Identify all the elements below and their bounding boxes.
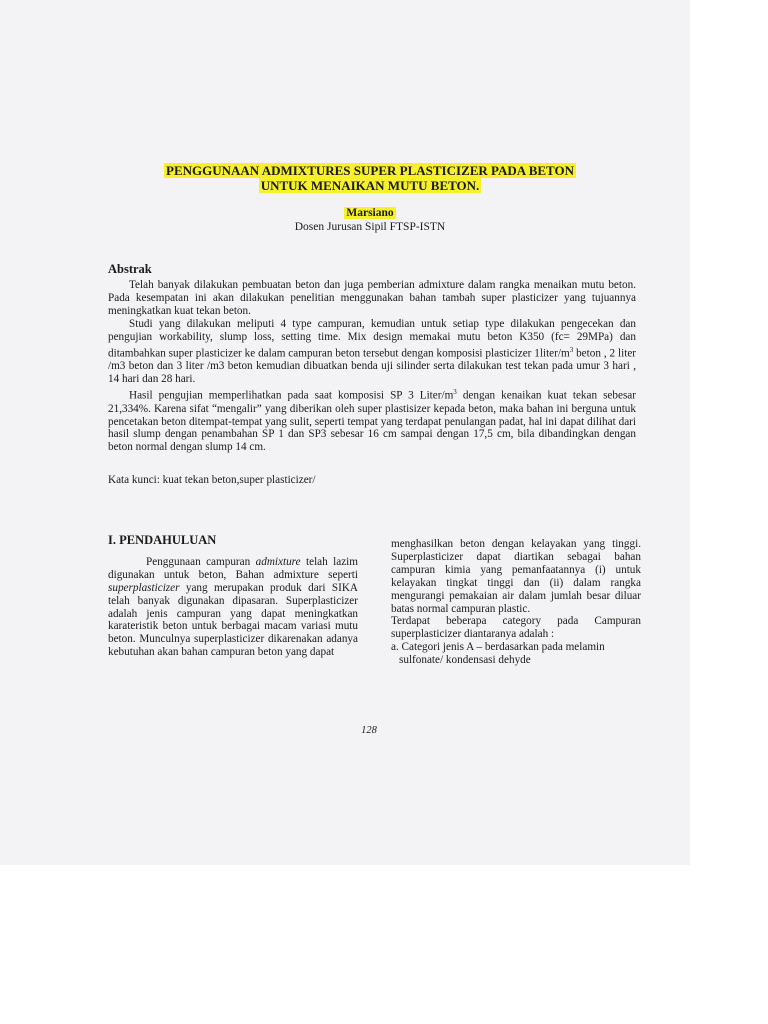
abstract-heading: Abstrak [108, 262, 152, 276]
author-name [0, 207, 740, 219]
intro-italic-superplasticizer: superplasticizer [108, 581, 180, 594]
right-paragraph-1: menghasilkan beton dengan kelayakan yang tinggi. Superplasticizer dapat diartikan sebagai bahan campuran kimia yang pemanfaatannya (i) untuk kelayakan tingkat tinggi dan (ii) dalam rangka mengurangi pemakaian air dalam jumlah besar diluar batas normal campuran plastic. [391, 538, 641, 615]
abstract-paragraph-1: Telah banyak dilakukan pembuatan beton dan juga pemberian admixture dalam rangka menaikan mutu beton. Pada kesempatan ini akan dilakukan penelitian menggunakan bahan tambah super plasticizer yang tujuannya meningkatkan kuat tekan beton. [108, 279, 636, 317]
page-number: 128 [361, 725, 377, 736]
right-column [391, 538, 641, 667]
intro-text-a: Penggunaan campuran [146, 555, 256, 568]
intro-italic-admixture: admixture [255, 555, 301, 568]
title-line-1: PENGGUNAAN ADMIXTURES SUPER PLASTICIZER PADA BETON [166, 163, 574, 178]
abstract-p3-superscript: 3 [453, 387, 457, 396]
intro-text-c: yang merupakan produk dari SIKA telah banyak digunakan dipasaran. Superplasticizer adalah jenis campuran yang dapat meningkatkan karateristik beton untuk berbagai macam variasi mutu beton. Munculnya superplasticizer dikarenakan adanya kebutuhan akan bahan campuran beton yang dapat [108, 581, 358, 659]
title-line-2: UNTUK MENAIKAN MUTU BETON. [260, 178, 480, 193]
abstract-paragraph-3 [108, 386, 636, 454]
author-affiliation: Dosen Jurusan Sipil FTSP-ISTN [294, 221, 446, 233]
author-highlight: Marsiano [346, 207, 394, 219]
abstract-body [108, 279, 636, 454]
abstract-paragraph-2 [108, 318, 636, 386]
list-item-a: a. Categori jenis A – berdasarkan pada melamin sulfonate/ kondensasi dehyde [391, 641, 605, 667]
keywords: Kata kunci: kuat tekan beton,super plasticizer/ [108, 474, 316, 486]
paper-title [150, 163, 590, 193]
right-paragraph-2: Terdapat beberapa category pada Campuran superplasticizer diantaranya adalah : [391, 615, 641, 641]
intro-text-b: telah lazim digunakan untuk beton, Bahan admixture seperti [108, 555, 358, 581]
section-heading-pendahuluan: I. PENDAHULUAN [108, 533, 217, 547]
abstract-p2-text-a: Studi yang dilakukan meliputi 4 type campuran, kemudian untuk setiap type dilakukan pengecekan dan pengujian workability, slump loss, setting time. Mix design memakai mutu beton K350 (fc= 29MPa) dan ditambahkan super plasticizer ke dalam campuran beton tersebut dengan komposisi plasticizer 1liter/m [108, 317, 636, 360]
intro-paragraph [108, 556, 358, 659]
left-column [108, 534, 358, 659]
abstract-p3-text-a: Hasil pengujian memperlihatkan pada saat komposisi SP 3 Liter/m [129, 389, 454, 402]
abstract-p2-superscript: 3 [569, 345, 574, 354]
page-margin [690, 0, 768, 1024]
abstract-p2-text-b: beton , 2 liter /m3 beton dan 3 liter /m3 beton kemudian dibuatkan benda uji silinder serta dilakukan test tekan pada umur 3 hari , 14 hari dan 28 hari. [108, 347, 637, 386]
abstract-p3-text-b: dengan kenaikan kuat tekan sebesar 21,334%. Karena sifat “mengalir” yang diberikan oleh super plastisizer kepada beton, maka bahan ini berguna untuk pencetakan beton ditempat-tempat yang sulit, seperti tempat yang terdapat penulangan padat, hal ini dapat dilihat dari hasil slump dengan penambahan SP 1 dan SP3 sebesar 16 cm sampai dengan 17,5 cm, bila dibandingkan dengan beton normal dengan slump 14 cm. [108, 389, 637, 454]
